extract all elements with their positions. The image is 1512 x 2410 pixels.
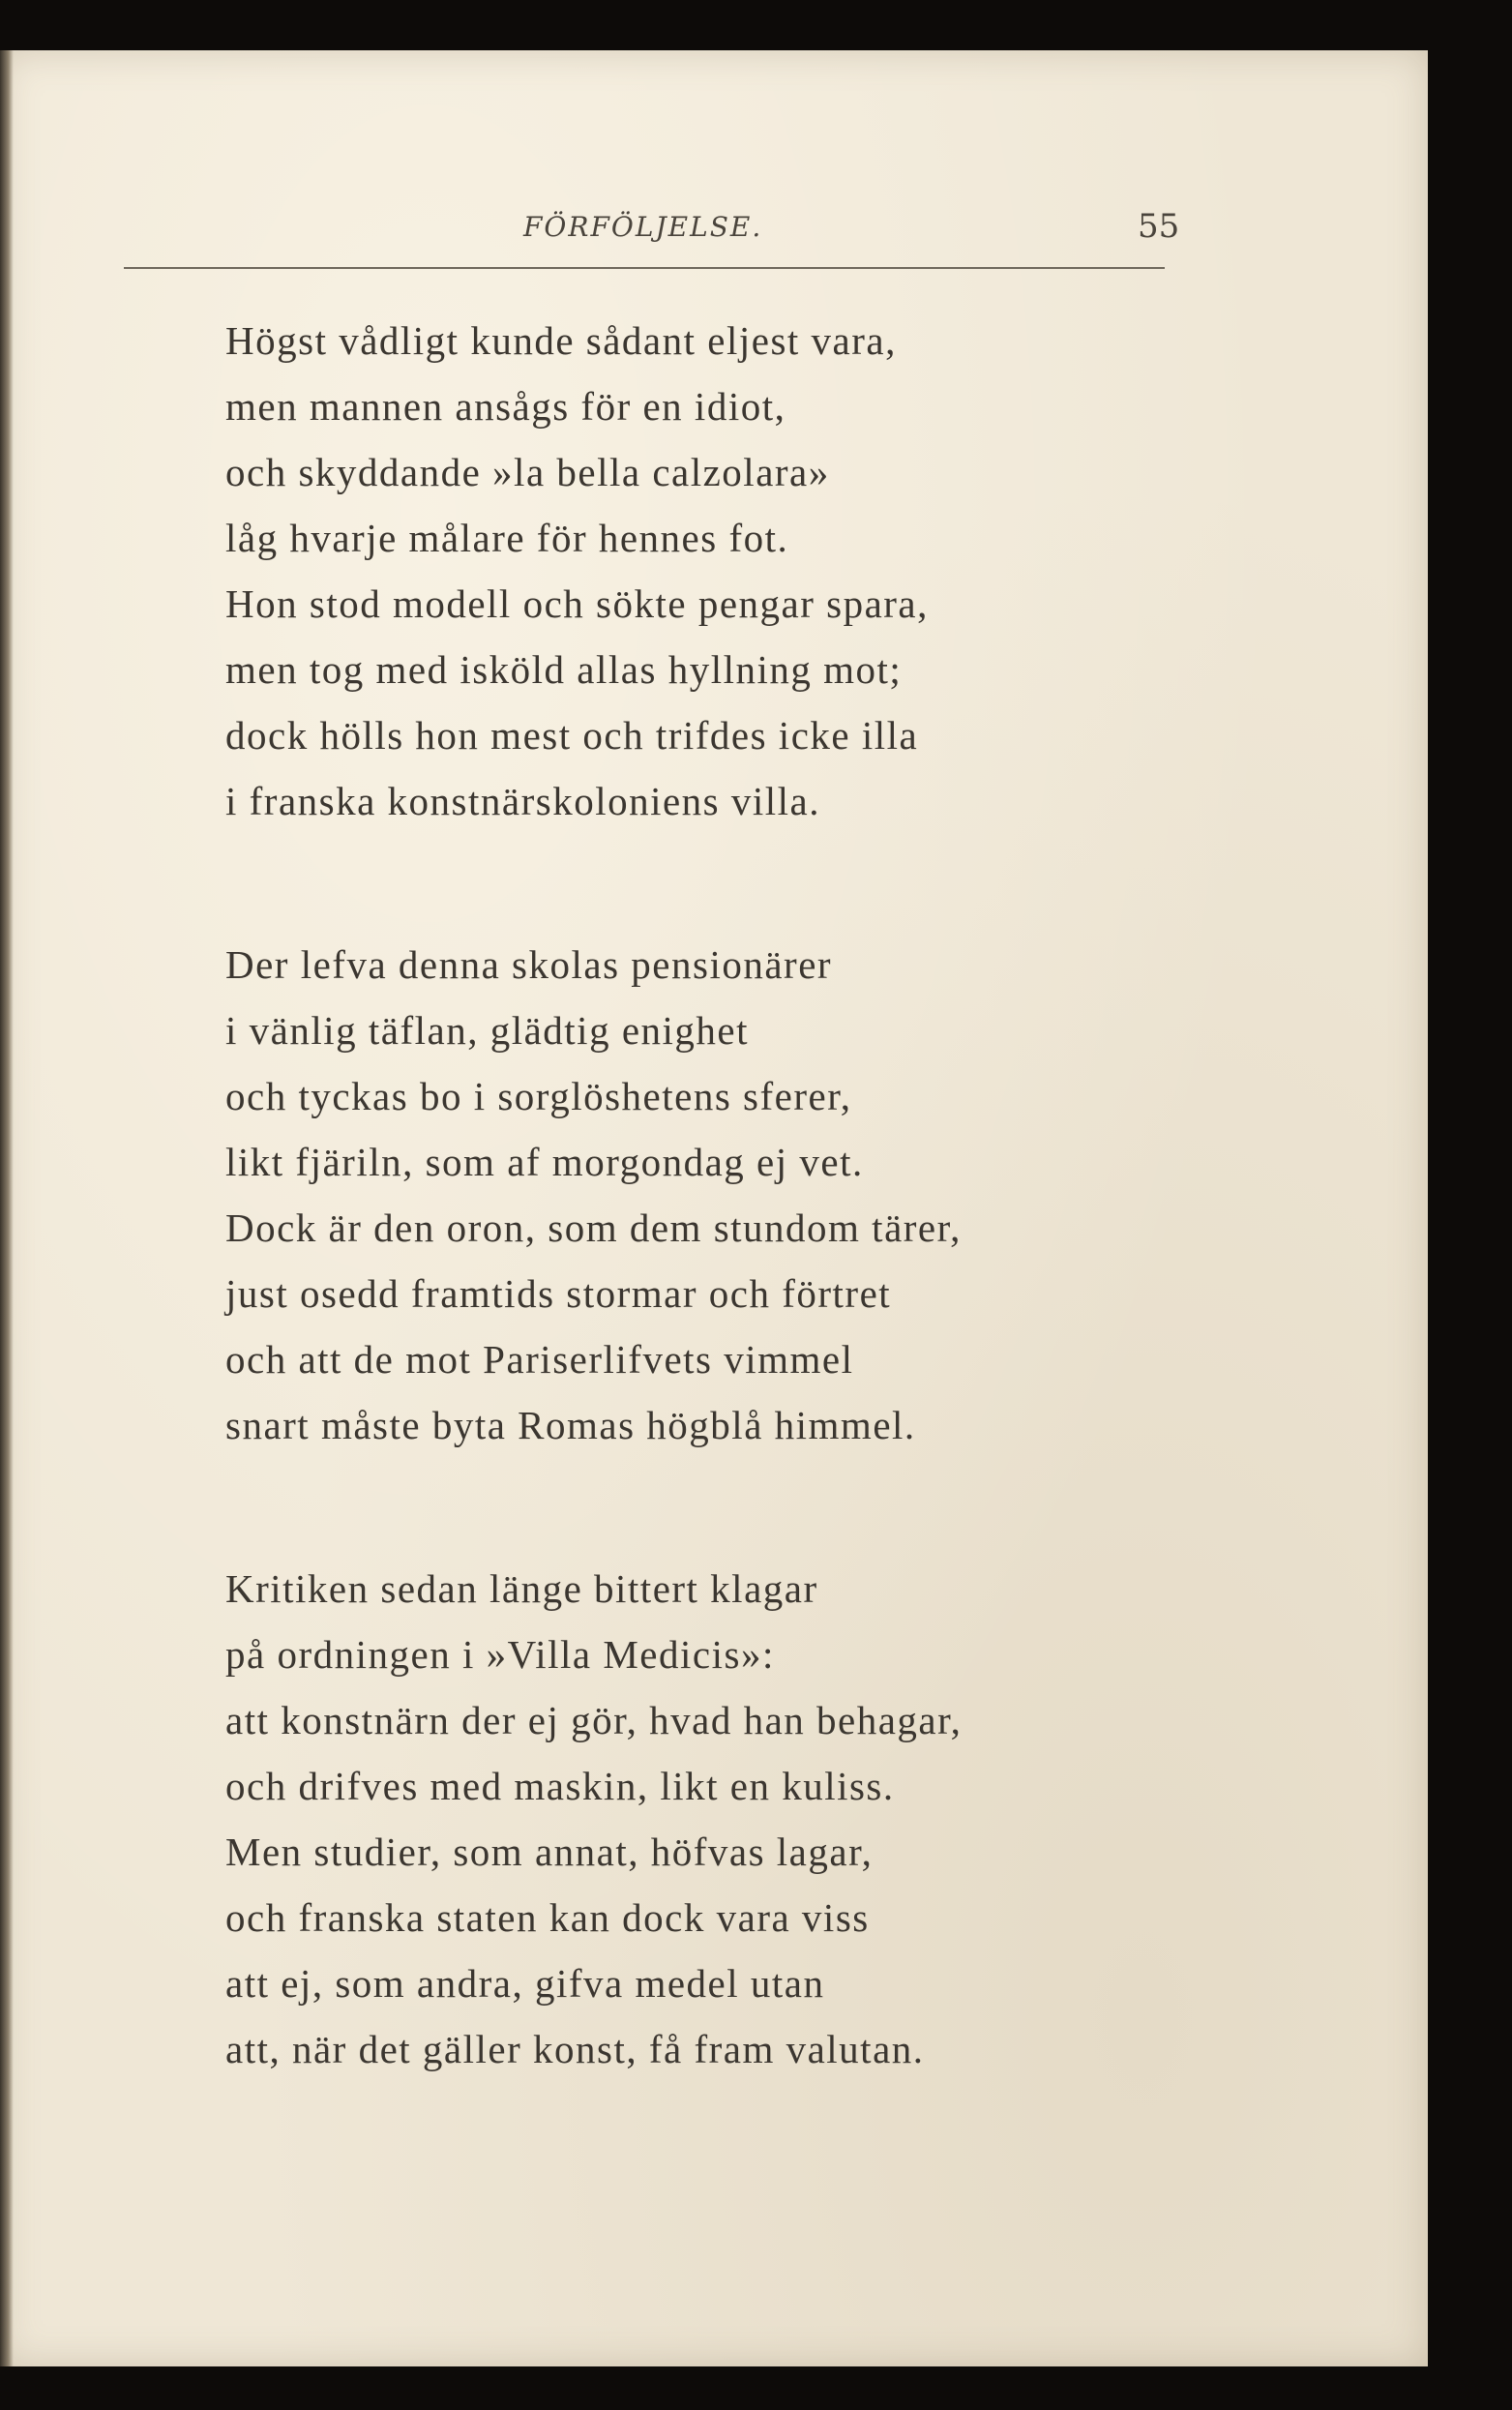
verse-line: och franska staten kan dock vara viss	[225, 1895, 870, 1940]
verse-line: men mannen ansågs för en idiot,	[225, 384, 786, 429]
stanza-2	[225, 932, 962, 1458]
verse-line: låg hvarje målare för hennes fot.	[225, 516, 789, 560]
stanza-1	[225, 308, 929, 834]
verse-line: att, när det gäller konst, få fram valutan.	[225, 2027, 925, 2071]
verse-line: Dock är den oron, som dem stundom tärer,	[225, 1205, 962, 1250]
verse-line: Hon stod modell och sökte pengar spara,	[225, 581, 929, 626]
verse-line: Kritiken sedan länge bittert klagar	[225, 1566, 818, 1611]
verse-line: i franska konstnärskoloniens villa.	[225, 779, 821, 823]
verse-line: och skyddande »la bella calzolara»	[225, 450, 830, 494]
verse-line: Högst vådligt kunde sådant eljest vara,	[225, 318, 897, 363]
stanza-3	[225, 1556, 962, 2082]
header-rule	[124, 267, 1165, 269]
verse-line: att konstnärn der ej gör, hvad han behagar,	[225, 1698, 963, 1742]
verse-line: och drifves med maskin, likt en kuliss.	[225, 1764, 895, 1808]
verse-line: men tog med isköld allas hyllning mot;	[225, 647, 903, 692]
verse-line: just osedd framtids stormar och förtret	[225, 1271, 892, 1316]
verse-line: Men studier, som annat, höfvas lagar,	[225, 1830, 874, 1874]
verse-line: på ordningen i »Villa Medicis»:	[225, 1632, 775, 1677]
verse-line: och tyckas bo i sorglöshetens sferer,	[225, 1074, 852, 1118]
running-head: FÖRFÖLJELSE.	[523, 211, 763, 243]
verse-line: att ej, som andra, gifva medel utan	[225, 1961, 825, 2006]
page-binding-edge	[0, 50, 14, 2366]
verse-line: Der lefva denna skolas pensionärer	[225, 942, 833, 987]
verse-line: snart måste byta Romas högblå himmel.	[225, 1403, 916, 1447]
verse-line: likt fjäriln, som af morgondag ej vet.	[225, 1140, 864, 1184]
page-number: 55	[1138, 207, 1180, 246]
verse-line: och att de mot Pariserlifvets vimmel	[225, 1337, 854, 1382]
verse-line: i vänlig täflan, glädtig enighet	[225, 1008, 750, 1053]
verse-line: dock hölls hon mest och trifdes icke illa	[225, 713, 919, 758]
